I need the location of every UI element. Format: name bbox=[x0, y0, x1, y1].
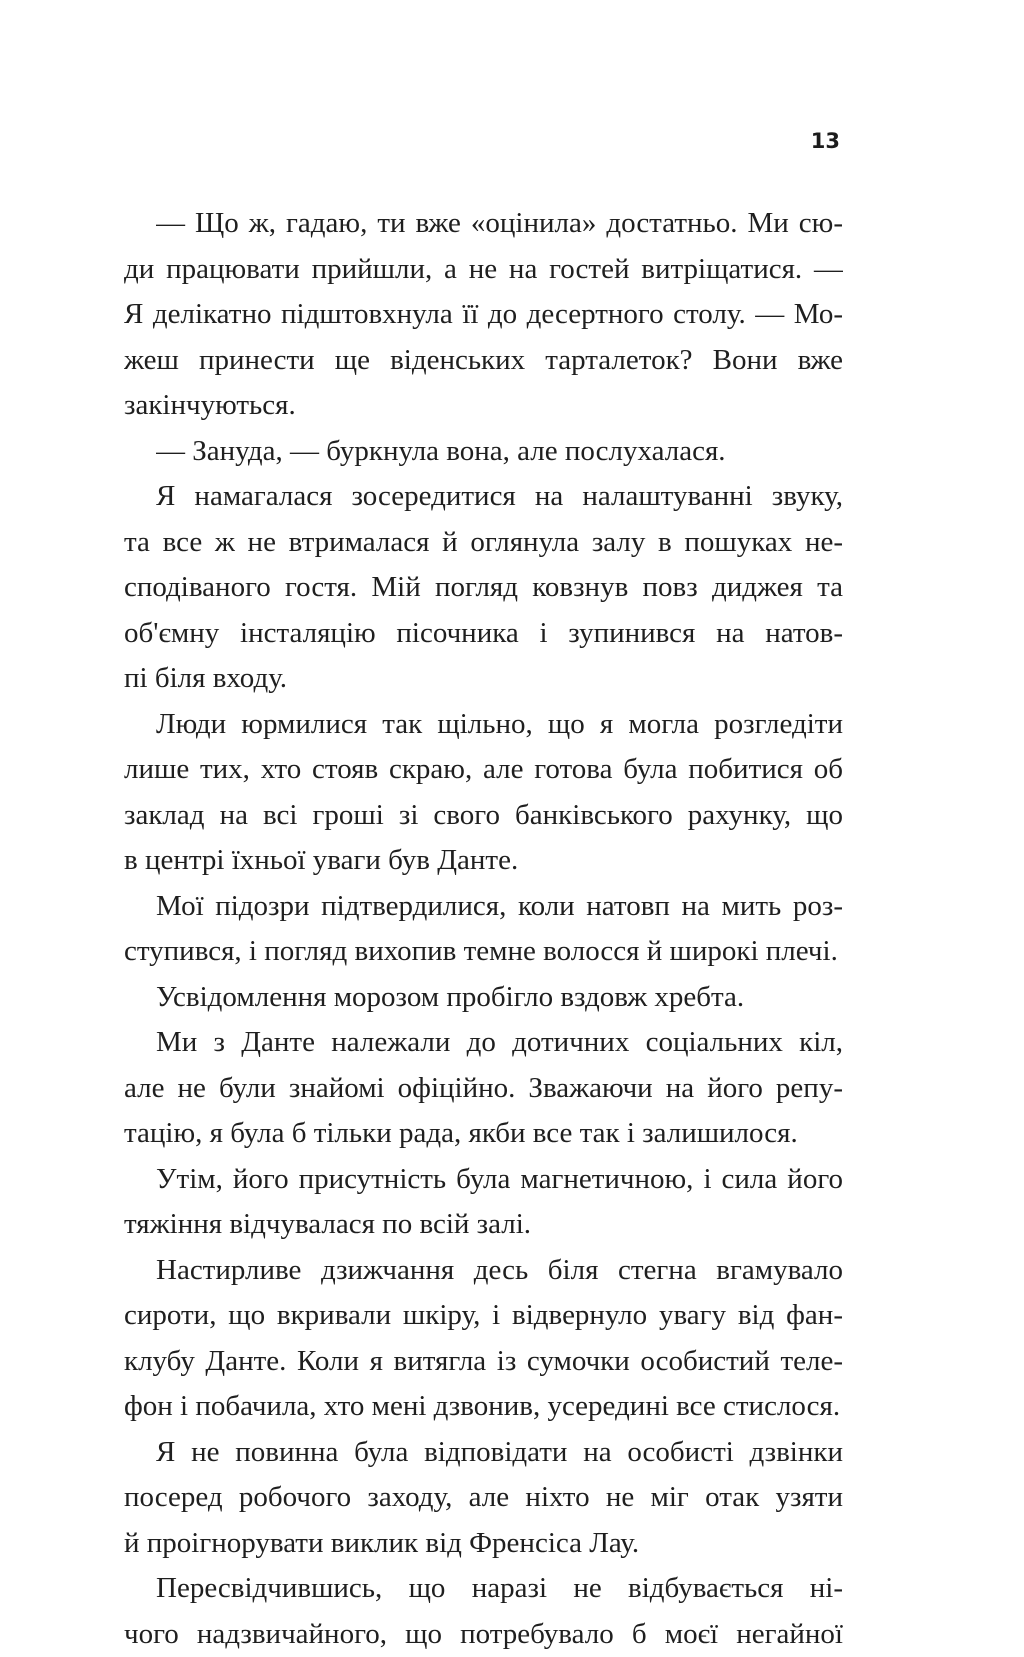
text-line: фон і побачила, хто мені дзвонив, усередині все стислося. bbox=[124, 1384, 843, 1430]
text-line: пі біля входу. bbox=[124, 656, 843, 702]
text-line: посеред робочого заходу, але ніхто не міг отак узяти bbox=[124, 1475, 843, 1521]
text-line: Я намагалася зосередитися на налаштуванні звуку, bbox=[156, 474, 843, 520]
text-line: тацію, я була б тільки рада, якби все так і залишилося. bbox=[124, 1111, 843, 1157]
text-line: тяжіння відчувалася по всій залі. bbox=[124, 1202, 843, 1248]
text-line: Люди юрмилися так щільно, що я могла розгледіти bbox=[156, 702, 843, 748]
text-line: — Зануда, — буркнула вона, але послухалася. bbox=[156, 429, 843, 475]
text-line: закінчуються. bbox=[124, 383, 843, 429]
body-text bbox=[124, 201, 843, 1657]
text-line: Я делікатно підштовхнула її до десертного столу. — Мо- bbox=[124, 292, 843, 338]
text-line: сподіваного гостя. Мій погляд ковзнув повз диджея та bbox=[124, 565, 843, 611]
text-line: Утім, його присутність була магнетичною, і сила його bbox=[156, 1157, 843, 1203]
text-line: чого надзвичайного, що потребувало б моєї негайної bbox=[124, 1612, 843, 1657]
text-line: лише тих, хто стояв скраю, але готова була побитися об bbox=[124, 747, 843, 793]
text-line: але не були знайомі офіційно. Зважаючи на його репу- bbox=[124, 1066, 843, 1112]
text-line: та все ж не втрималася й оглянула залу в пошуках не- bbox=[124, 520, 843, 566]
text-line: Я не повинна була відповідати на особисті дзвінки bbox=[156, 1430, 843, 1476]
text-line: Настирливе дзижчання десь біля стегна вгамувало bbox=[156, 1248, 843, 1294]
text-line: Усвідомлення морозом пробігло вздовж хребта. bbox=[156, 975, 843, 1021]
text-line: Ми з Данте належали до дотичних соціальних кіл, bbox=[156, 1020, 843, 1066]
text-line: Мої підозри підтвердилися, коли натовп на мить роз- bbox=[156, 884, 843, 930]
text-line: й проігнорувати виклик від Френсіса Лау. bbox=[124, 1521, 843, 1567]
text-line: в центрі їхньої уваги був Данте. bbox=[124, 838, 843, 884]
text-line: сироти, що вкривали шкіру, і відвернуло увагу від фан- bbox=[124, 1293, 843, 1339]
page-number: 13 bbox=[780, 129, 840, 153]
text-line: клубу Данте. Коли я витягла із сумочки особистий теле- bbox=[124, 1339, 843, 1385]
text-line: ступився, і погляд вихопив темне волосся й широкі плечі. bbox=[124, 929, 843, 975]
text-line: жеш принести ще віденських тарталеток? Вони вже bbox=[124, 338, 843, 384]
text-line: Пересвідчившись, що наразі не відбувається ні- bbox=[156, 1566, 843, 1612]
text-line: ди працювати прийшли, а не на гостей витріщатися. — bbox=[124, 247, 843, 293]
text-line: заклад на всі гроші зі свого банківського рахунку, що bbox=[124, 793, 843, 839]
text-line: об'ємну інсталяцію пісочника і зупинився на натов- bbox=[124, 611, 843, 657]
text-line: — Що ж, гадаю, ти вже «оцінила» достатньо. Ми сю- bbox=[156, 201, 843, 247]
